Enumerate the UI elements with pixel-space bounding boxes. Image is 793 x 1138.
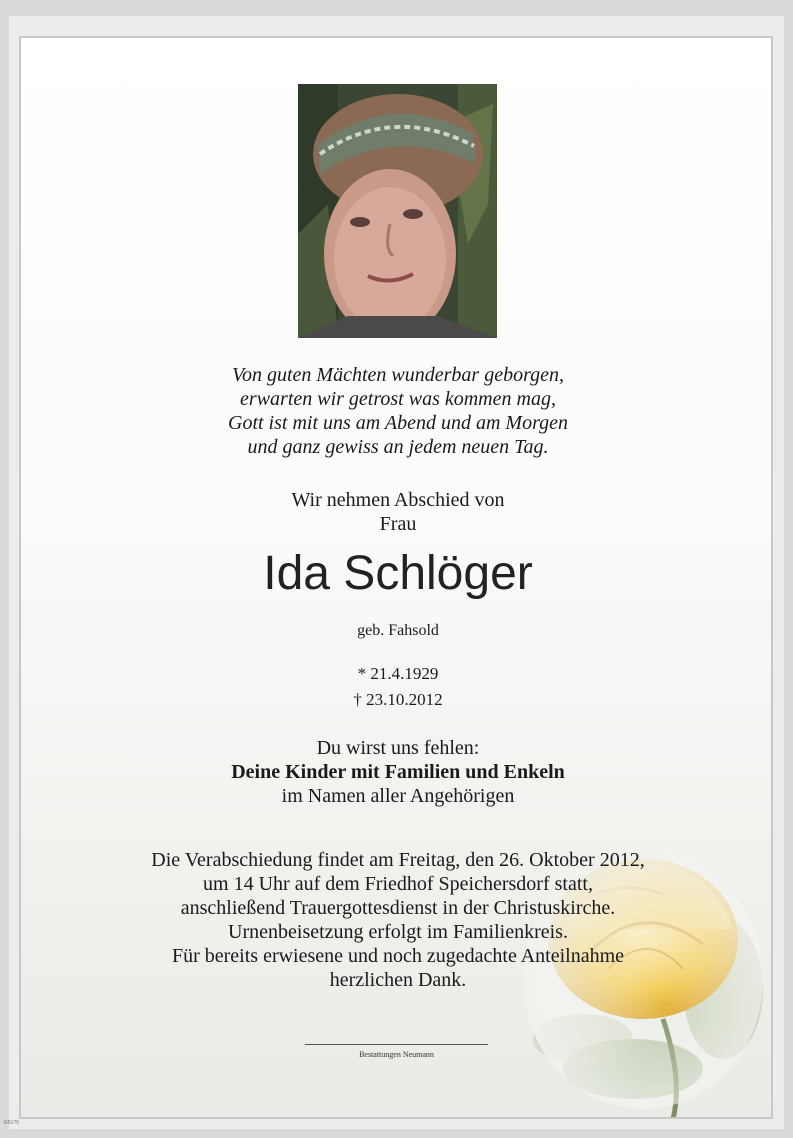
death-date: † 23.10.2012	[353, 690, 443, 709]
life-dates	[21, 661, 773, 713]
poem-line: erwarten wir getrost was kommen mag,	[240, 388, 556, 410]
info-line: Für bereits erwiesene und noch zugedachte Anteilnahme	[171, 945, 625, 967]
mourners	[21, 736, 773, 808]
mourners-family: Deine Kinder mit Familien und Enkeln	[231, 761, 565, 783]
mourners-line: Du wirst uns fehlen:	[316, 737, 480, 759]
farewell-line: Wir nehmen Abschied von	[291, 489, 505, 511]
info-line: herzlichen Dank.	[329, 969, 467, 991]
poem-line: Gott ist mit uns am Abend und am Morgen	[228, 412, 568, 434]
info-line: Die Verabschiedung findet am Freitag, den 26. Oktober 2012,	[151, 849, 645, 871]
obituary-frame	[19, 36, 773, 1119]
salutation: Frau	[379, 513, 417, 535]
mourners-line: im Namen aller Angehörigen	[281, 785, 515, 807]
ceremony-info	[21, 848, 773, 992]
footer-code: EB175	[4, 1120, 20, 1126]
portrait-photo	[298, 84, 497, 338]
signature-line	[305, 1044, 488, 1045]
info-line: Urnenbeisetzung erfolgt im Familienkreis.	[228, 921, 568, 943]
poem	[21, 363, 773, 459]
poem-line: und ganz gewiss an jedem neuen Tag.	[247, 436, 549, 458]
info-line: anschließend Trauergottesdienst in der Christuskirche.	[180, 897, 616, 919]
deceased-name: Ida Schlöger	[263, 547, 533, 600]
poem-line: Von guten Mächten wunderbar geborgen,	[232, 364, 564, 386]
info-line: um 14 Uhr auf dem Friedhof Speichersdorf statt,	[203, 873, 593, 895]
farewell-intro	[21, 488, 773, 536]
birth-date: * 21.4.1929	[357, 664, 439, 683]
birth-name: geb. Fahsold	[357, 622, 439, 639]
funeral-home-name: Bestattungen Neumann	[359, 1050, 434, 1059]
